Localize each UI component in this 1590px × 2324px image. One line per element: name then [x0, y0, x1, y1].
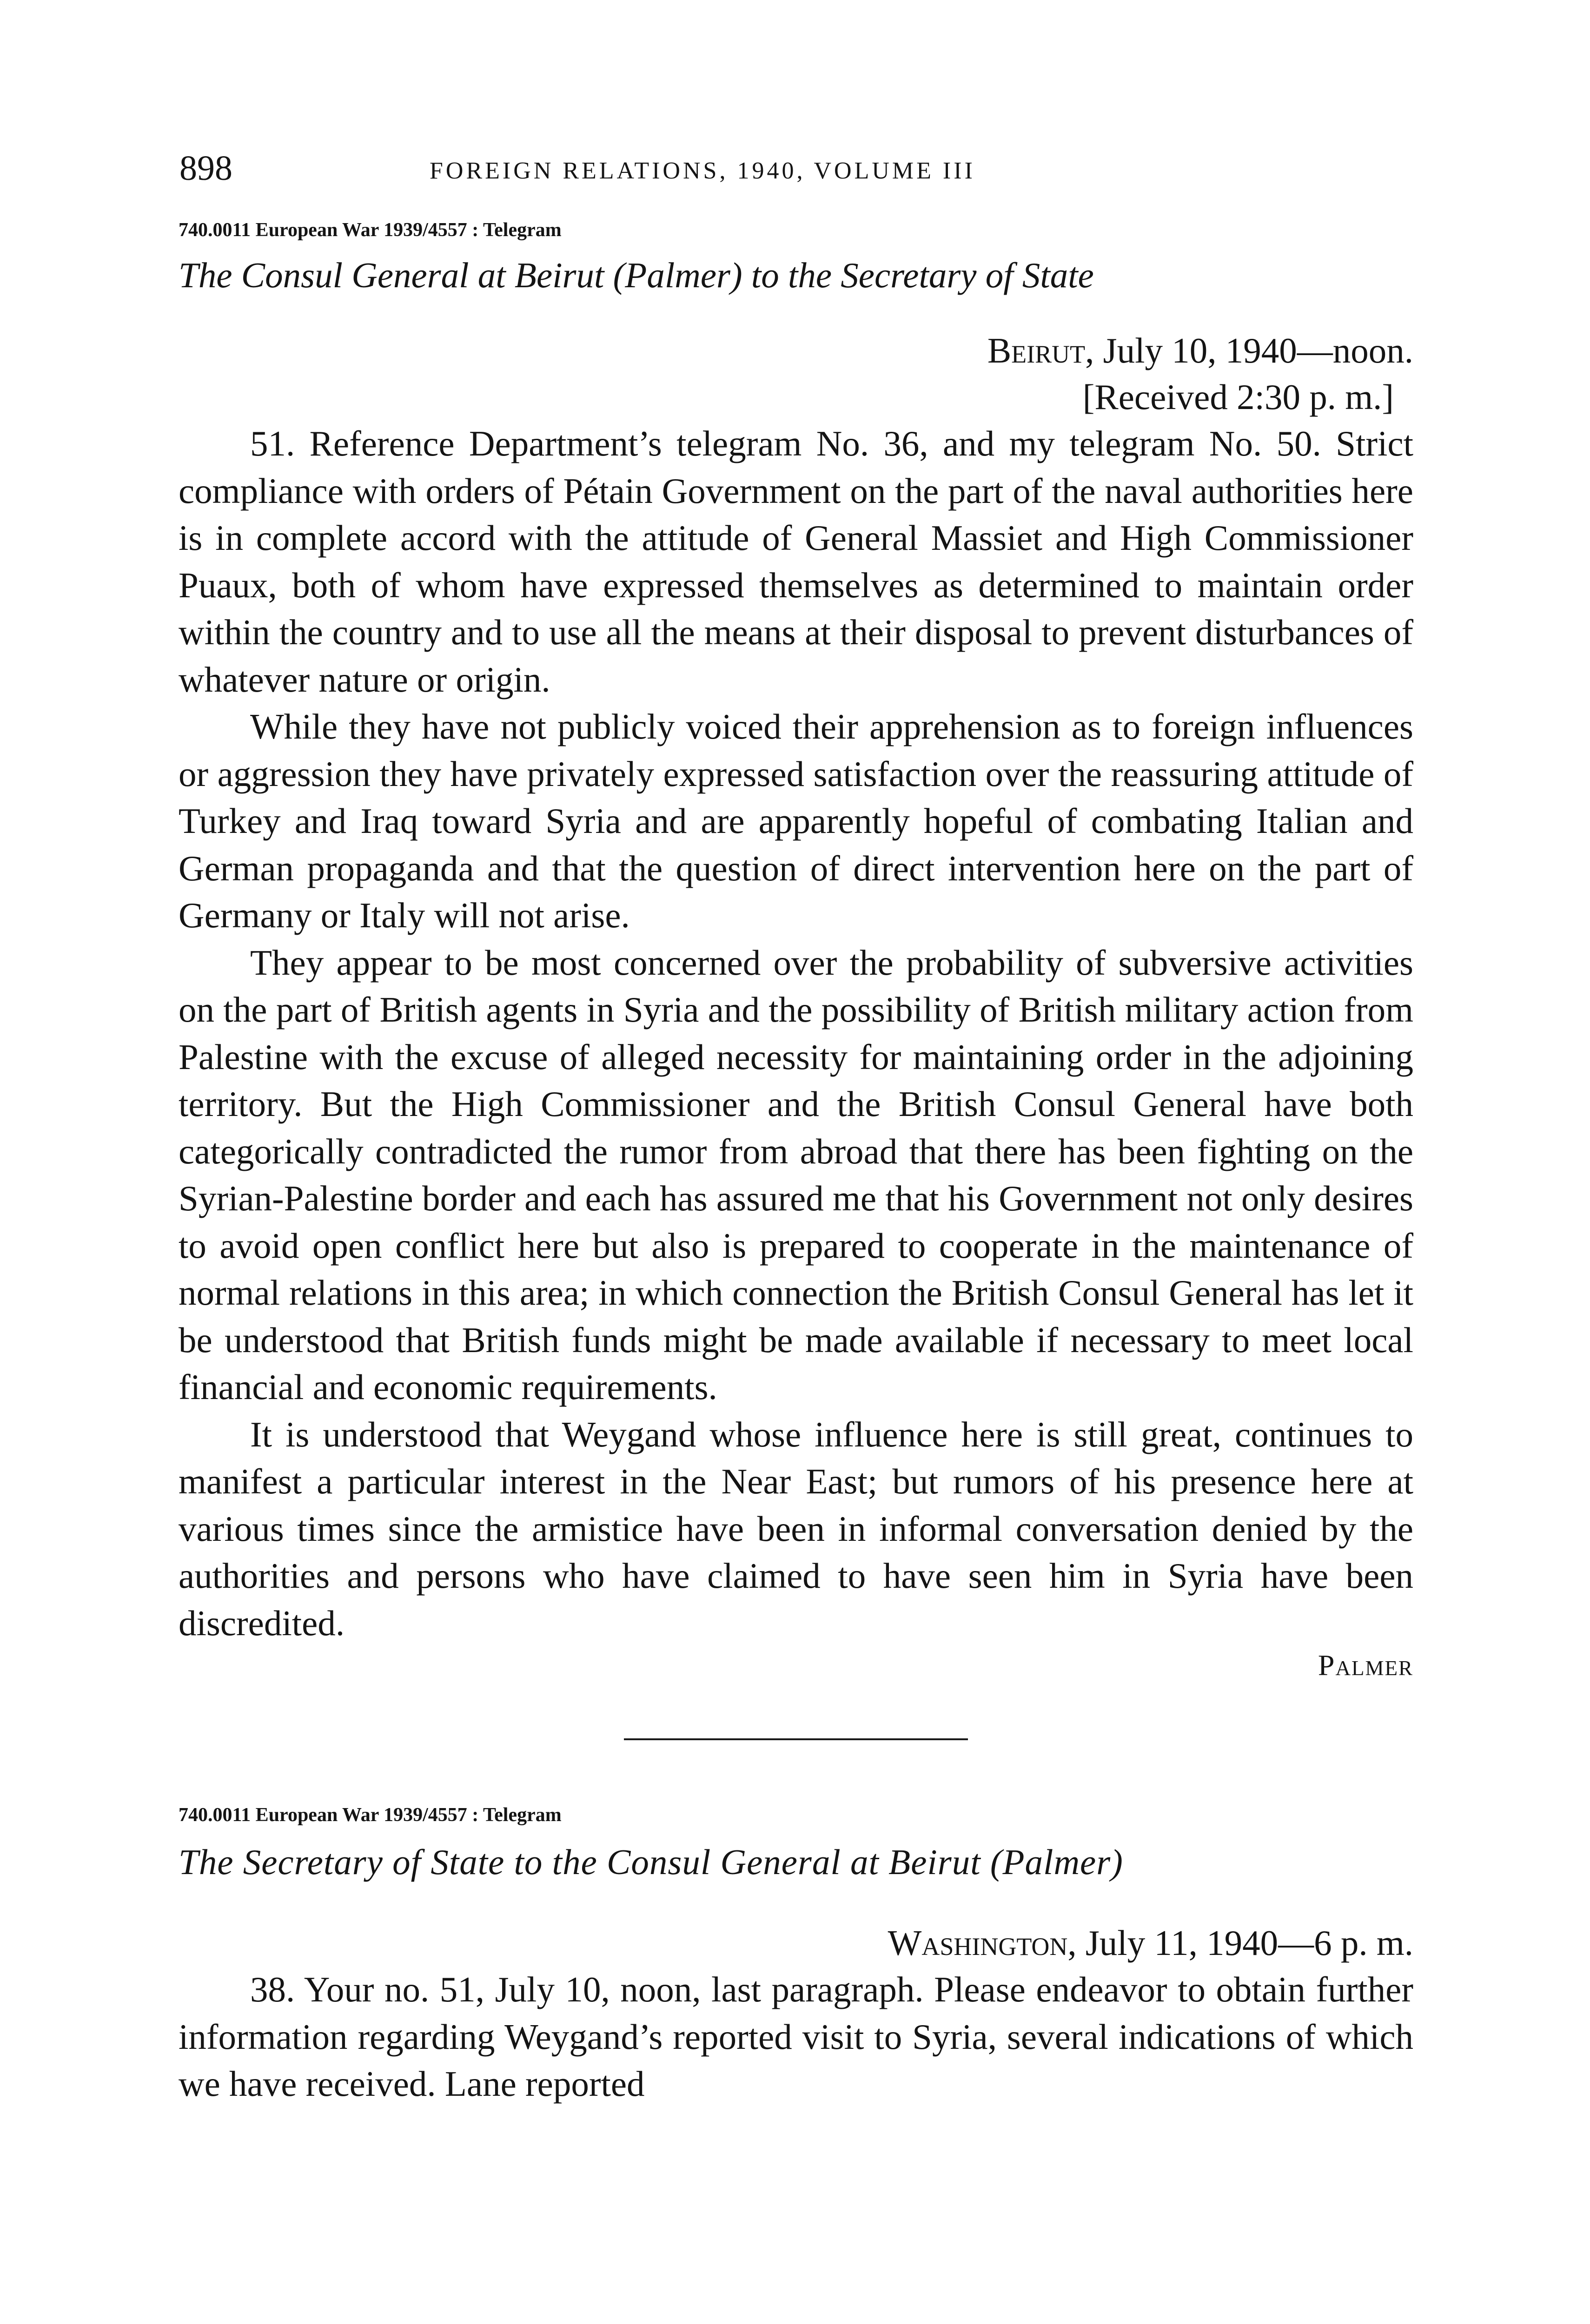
running-head	[179, 139, 1413, 205]
paragraph: 38. Your no. 51, July 10, noon, last paragraph. Please endeavor to obtain further information regarding Weygand’s reported visit to Syria, several indications of which we have received. Lane reported	[179, 1969, 1413, 2104]
dateline-date: , July 10, 1940—noon.	[1085, 330, 1413, 371]
document-title: The Secretary of State to the Consul General at Beirut (Palmer)	[179, 1842, 1123, 1882]
paragraph: It is understood that Weygand whose influence here is still great, continues to manifest a particular interest in the Near East; but rumors of his presence here at various times since the armistice have been in informal conversation denied by the authorities and persons who have claimed to have seen him in Syria have been discredited.	[179, 1414, 1413, 1643]
signature: Palmer	[1318, 1649, 1413, 1682]
document-title: The Consul General at Beirut (Palmer) to the Secretary of State	[179, 255, 1094, 295]
dateline	[179, 327, 1413, 374]
document-page	[179, 139, 1413, 2108]
running-title: FOREIGN RELATIONS, 1940, VOLUME III	[430, 158, 975, 184]
received-note: [Received 2:30 p. m.]	[1082, 377, 1394, 417]
dateline-date: , July 11, 1940—6 p. m.	[1067, 1923, 1413, 1963]
telegram-beirut-to-secretary	[179, 220, 1413, 1684]
telegram-secretary-to-beirut	[179, 1805, 1413, 2108]
section-divider	[624, 1738, 968, 1740]
file-reference: 740.0011 European War 1939/4557 : Telegram	[179, 219, 562, 241]
file-reference: 740.0011 European War 1939/4557 : Telegram	[179, 1804, 562, 1826]
dateline-place: Beirut	[987, 330, 1086, 371]
paragraph: They appear to be most concerned over the probability of subversive activities on the part of British agents in Syria and the possibility of British military action from Palestine with the excuse of alleged necessity for maintaining order in the adjoining territory. But the High Commissioner and the British Consul General have both categorically contradicted the rumor from abroad that there has been fighting on the Syrian-Palestine border and each has assured me that his Government not only desires to avoid open conflict here but also is prepared to cooperate in the maintenance of normal relations in this area; in which connection the British Consul General has let it be understood that British funds might be made available if necessary to meet local financial and economic requirements.	[179, 942, 1413, 1407]
paragraph: While they have not publicly voiced their apprehension as to foreign influences or aggression they have privately expressed satisfaction over the reassuring attitude of Turkey and Iraq toward Syria and are apparently hopeful of combating Italian and German propaganda and that the question of direct intervention here on the part of Germany or Italy will not arise.	[179, 706, 1413, 936]
dateline-place: Washington	[888, 1923, 1068, 1963]
dateline	[179, 1920, 1413, 1966]
paragraph: 51. Reference Department’s telegram No. 36, and my telegram No. 50. Strict compliance with orders of Pétain Government on the part of the naval authorities here is in complete accord with the attitude of General Massiet and High Commissioner Puaux, both of whom have expressed themselves as determined to maintain order within the country and to use all the means at their disposal to prevent disturbances of whatever nature or origin.	[179, 423, 1413, 700]
page-number: 898	[179, 149, 232, 188]
